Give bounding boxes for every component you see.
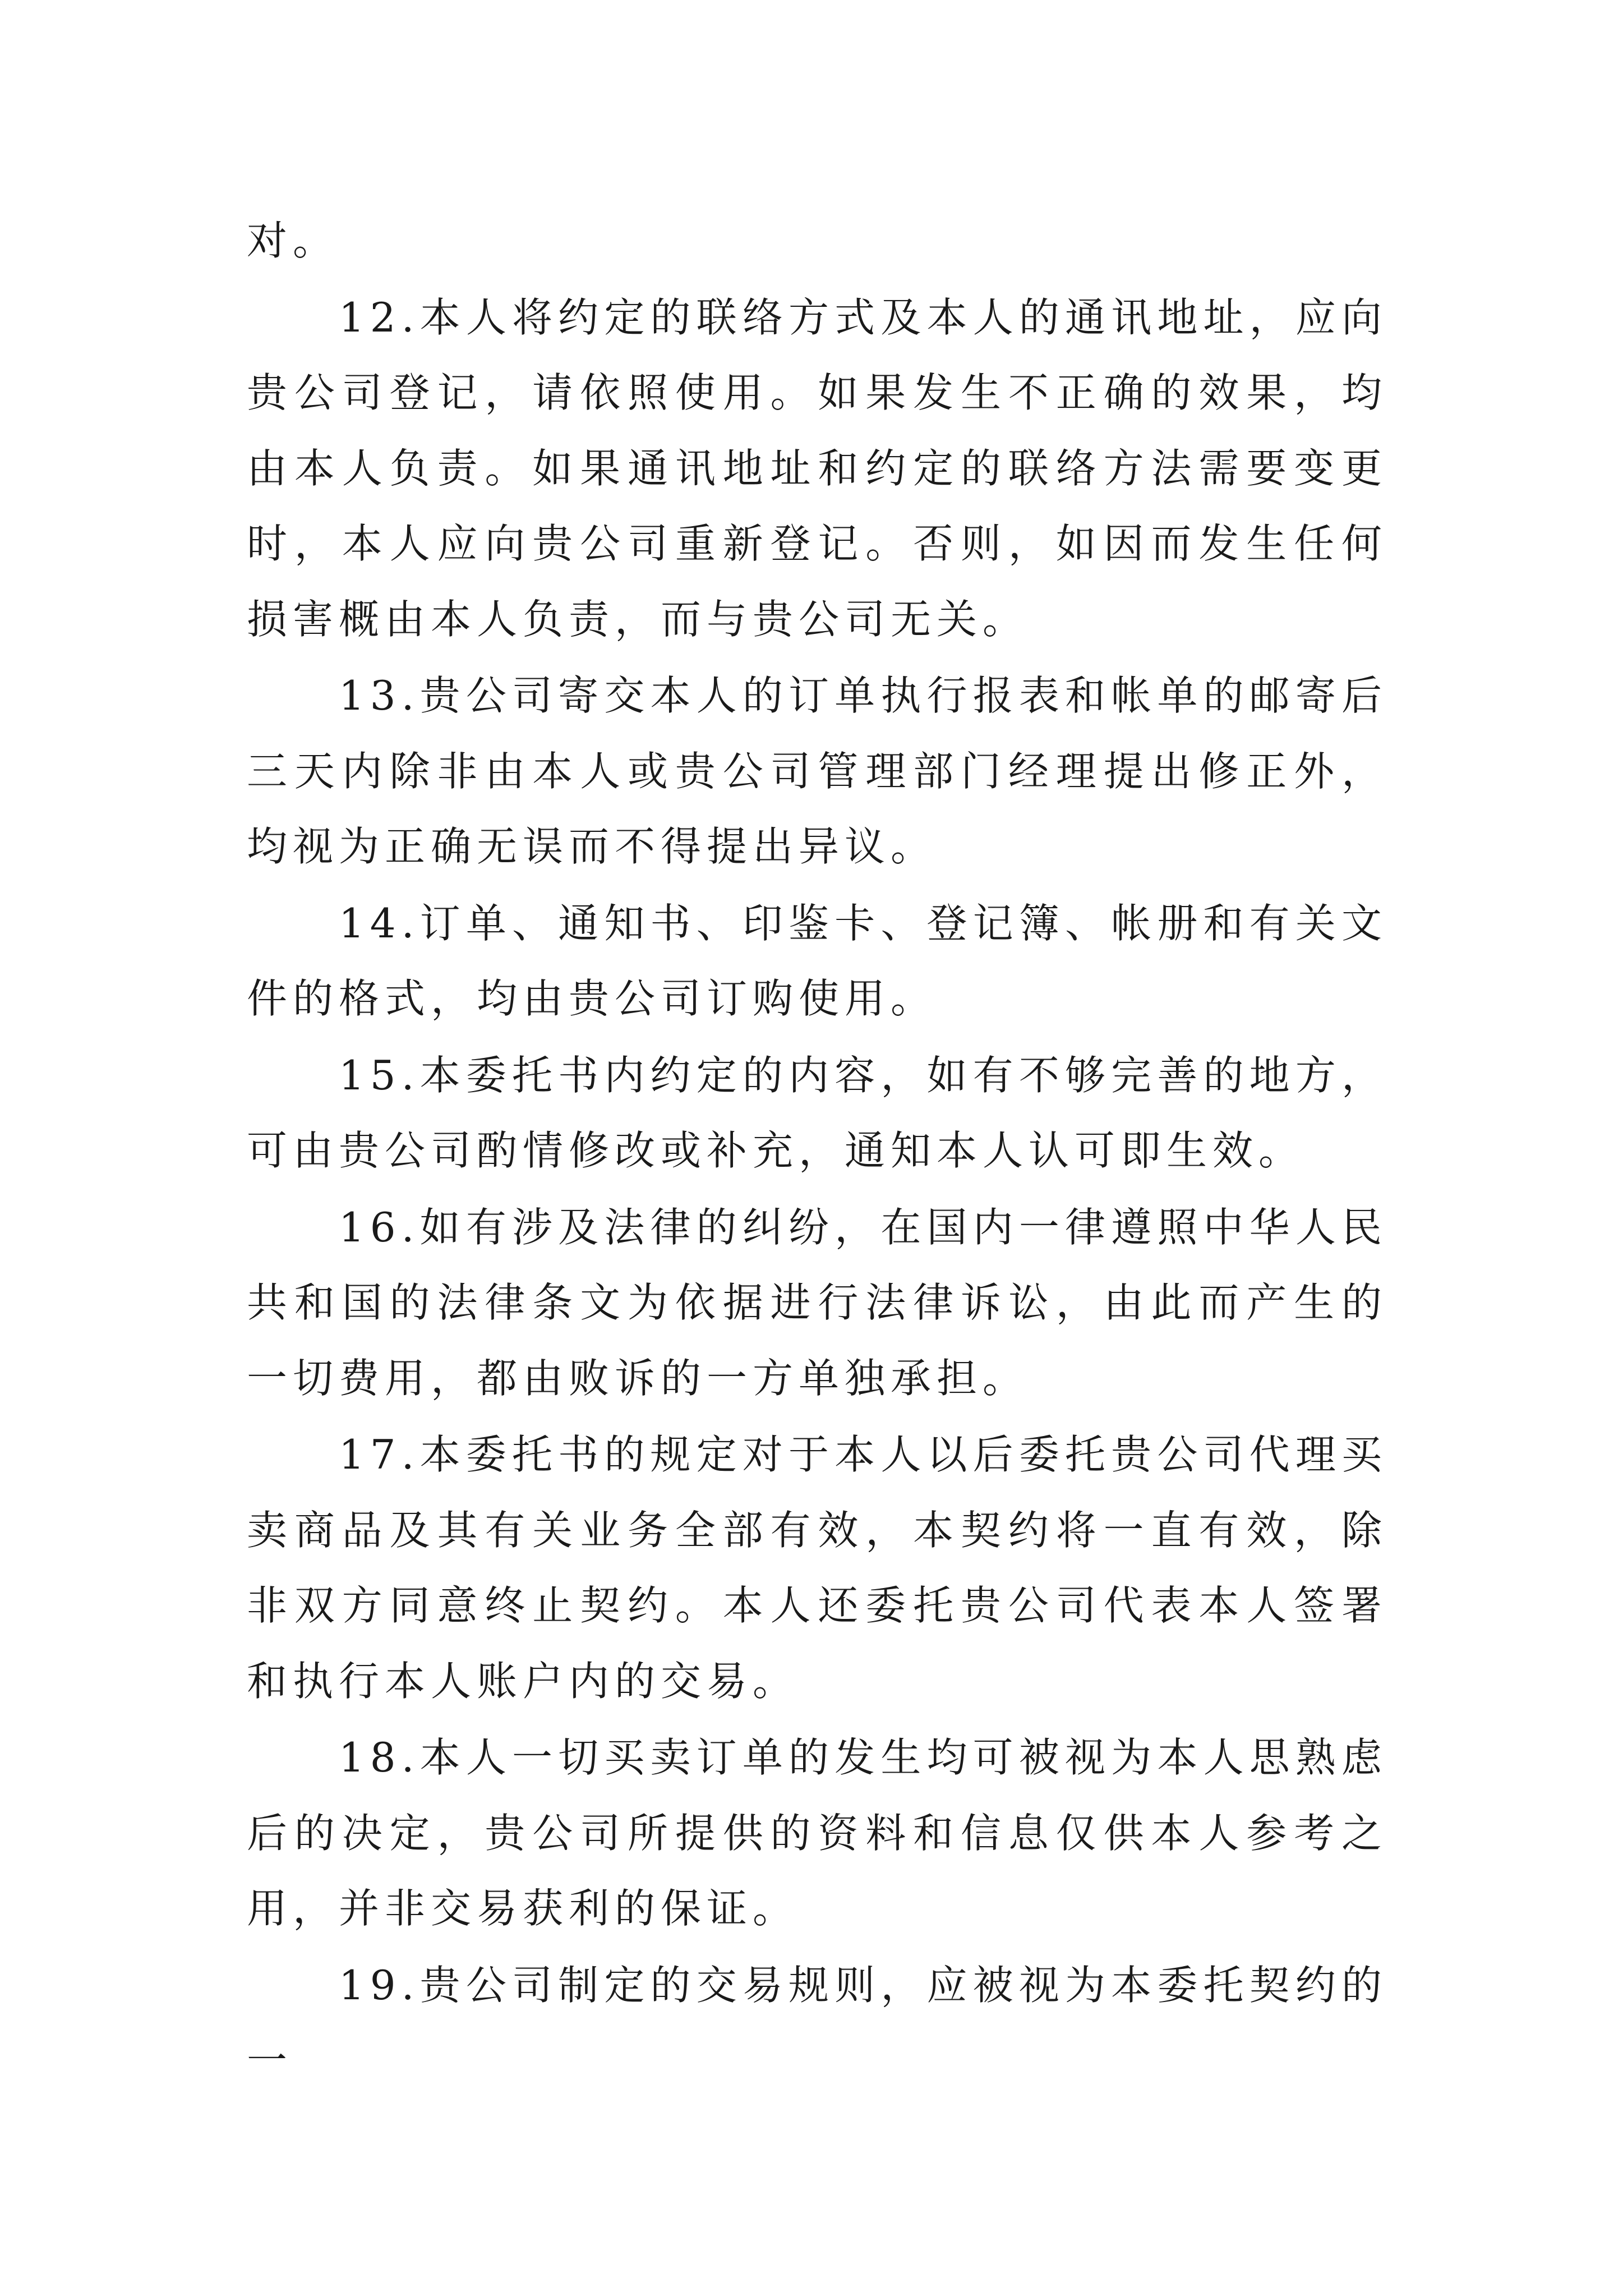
- paragraph-clause-15: 15.本委托书内约定的内容，如有不够完善的地方，可由贵公司酌情修改或补充，通知本人认可即生效。: [247, 1051, 1387, 1174]
- paragraph-continuation: 对。: [247, 217, 339, 264]
- paragraph-clause-13: 13.贵公司寄交本人的订单执行报表和帐单的邮寄后三天内除非由本人或贵公司管理部门经理提出修正外，均视为正确无误而不得提出异议。: [247, 672, 1387, 870]
- paragraph-clause-17: 17.本委托书的规定对于本人以后委托贵公司代理买卖商品及其有关业务全部有效，本契约将一直有效，除非双方同意终止契约。本人还委托贵公司代表本人签署和执行本人账户内的交易。: [247, 1431, 1387, 1705]
- paragraph-clause-19: 19.贵公司制定的交易规则，应被视为本委托契约的一: [247, 1961, 1387, 2084]
- paragraph-clause-14: 14.订单、通知书、印鉴卡、登记簿、帐册和有关文件的格式，均由贵公司订购使用。: [247, 899, 1387, 1022]
- paragraph-clause-16: 16.如有涉及法律的纠纷，在国内一律遵照中华人民共和国的法律条文为依据进行法律诉讼，由此而产生的一切费用，都由败诉的一方单独承担。: [247, 1203, 1387, 1402]
- paragraph-clause-12: 12.本人将约定的联络方式及本人的通讯地址，应向贵公司登记，请依照使用。如果发生不正确的效果，均由本人负责。如果通讯地址和约定的联络方法需要变更时，本人应向贵公司重新登记。否则，如因而发生任何损害概由本人负责，而与贵公司无关。: [247, 293, 1387, 643]
- document-body: [247, 203, 1387, 2100]
- paragraph-clause-18: 18.本人一切买卖订单的发生均可被视为本人思熟虑后的决定，贵公司所提供的资料和信息仅供本人参考之用，并非交易获利的保证。: [247, 1734, 1387, 1932]
